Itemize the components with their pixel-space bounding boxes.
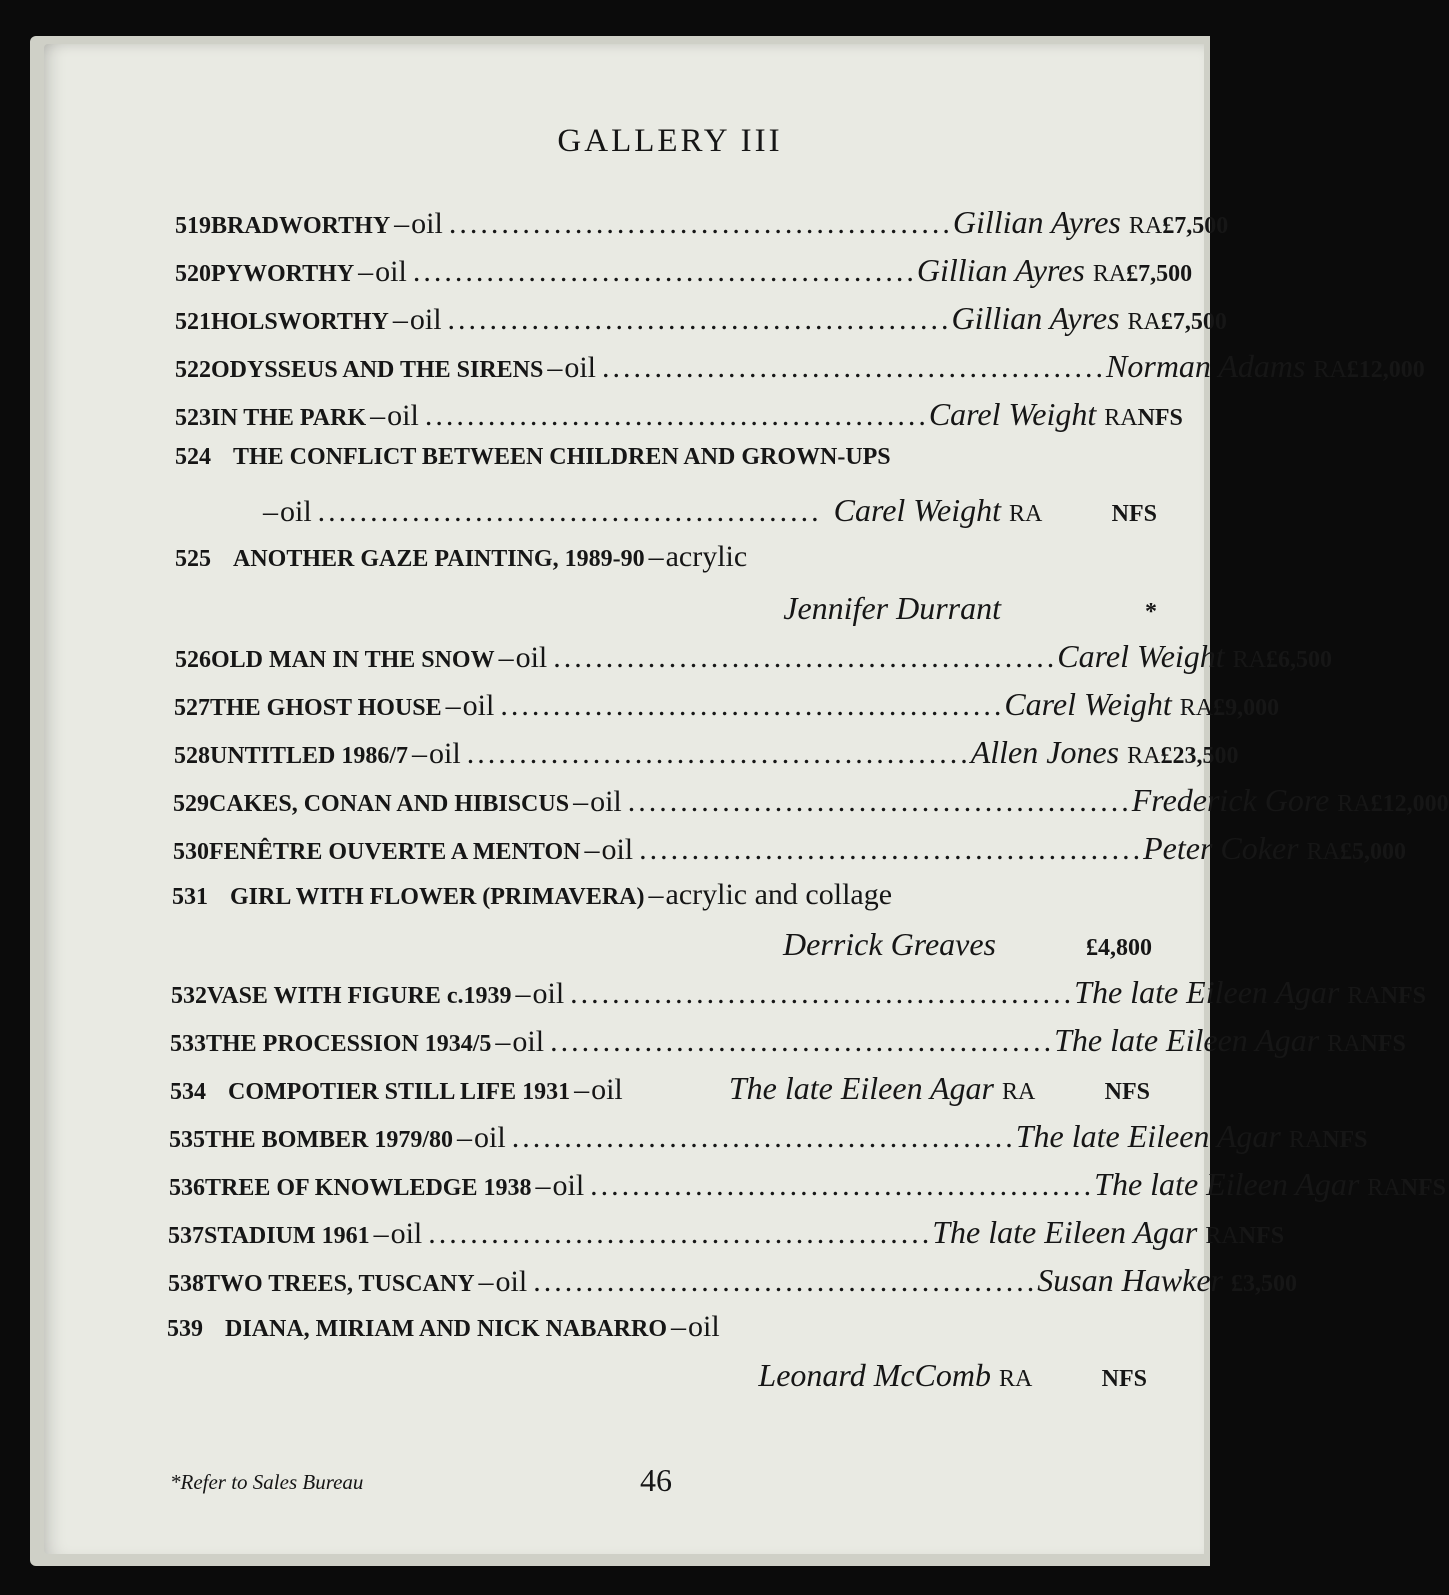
- list-item: 523 IN THE PARK – oil ................................................ Carel Weight RA NFS: [175, 396, 1183, 432]
- entry-number: 521: [175, 309, 211, 335]
- list-item: 526 OLD MAN IN THE SNOW – oil ................................................ Carel Weight RA £6,500: [175, 638, 1333, 674]
- entry-artist: Gillian Ayres: [916, 252, 1085, 288]
- list-item: 521 HOLSWORTHY – oil ................................................ Gillian Ayres RA £7,500: [175, 300, 1227, 336]
- entry-price: £23,500: [1160, 743, 1239, 769]
- entry-artist: Carel Weight: [1057, 638, 1225, 674]
- entry-number: 530: [173, 839, 209, 865]
- entry-title: ODYSSEUS AND THE SIRENS: [211, 357, 544, 383]
- entry-price: *: [1145, 599, 1157, 625]
- entry-title: COMPOTIER STILL LIFE 1931: [228, 1079, 571, 1105]
- list-item: [175, 444, 1157, 490]
- entry-ra: RA: [1205, 1223, 1239, 1249]
- list-item-continuation: [172, 926, 1152, 972]
- entry-ra: RA: [1313, 357, 1347, 383]
- entry-title: TREE OF KNOWLEDGE 1938: [205, 1175, 532, 1201]
- list-item: 537 STADIUM 1961 – oil ................................................ The late Eileen Agar RA NFS: [168, 1214, 1285, 1250]
- list-item: 535 THE BOMBER 1979/80 – oil ................................................ The late Eileen Agar RA NFS: [169, 1118, 1368, 1154]
- entry-number: 531: [172, 884, 208, 910]
- entry-medium: oil: [409, 303, 442, 336]
- entry-price: NFS: [1400, 1175, 1446, 1201]
- entry-artist: Norman Adams: [1106, 348, 1306, 384]
- entry-title: THE PROCESSION 1934/5: [206, 1031, 492, 1057]
- entry-number: 534: [170, 1079, 206, 1105]
- list-item: 533 THE PROCESSION 1934/5 – oil ................................................ The late Eileen Agar RA NFS: [170, 1022, 1406, 1058]
- entry-artist: Carel Weight: [1004, 686, 1172, 722]
- entry-ra: RA: [1306, 839, 1340, 865]
- entry-price: £4,800: [1086, 935, 1152, 961]
- list-item: 530 FENÊTRE OUVERTE A MENTON – oil ................................................ Peter Coker RA £5,000: [173, 830, 1406, 866]
- entry-number: 538: [168, 1271, 204, 1297]
- entry-price: £9,000: [1213, 695, 1280, 721]
- entry-price: NFS: [1104, 1079, 1150, 1105]
- entry-price: NFS: [1137, 405, 1183, 431]
- entry-medium: oil: [280, 495, 312, 528]
- entry-ra: RA: [1327, 1031, 1361, 1057]
- entry-medium: oil: [532, 977, 565, 1010]
- list-item: 519 BRADWORTHY – oil ................................................ Gillian Ayres RA £7,500: [175, 204, 1229, 240]
- list-item: 539 DIANA, MIRIAM AND NICK NABARRO – oil: [167, 1310, 720, 1343]
- entry-price: £12,000: [1346, 357, 1425, 383]
- page-number: 46: [640, 1462, 672, 1498]
- entry-number: 529: [173, 791, 209, 817]
- entry-medium: oil: [429, 737, 461, 770]
- entry-medium: oil: [387, 399, 419, 432]
- entry-title: UNTITLED 1986/7: [210, 743, 409, 769]
- entry-artist: The late Eileen Agar: [1094, 1166, 1360, 1202]
- entry-medium: oil: [564, 351, 597, 384]
- entry-title: ANOTHER GAZE PAINTING, 1989-90: [233, 546, 645, 572]
- entry-number: 525: [175, 546, 211, 572]
- entry-ra: RA: [1288, 1127, 1323, 1153]
- entry-artist: Peter Coker: [1143, 830, 1299, 866]
- entry-medium: oil: [552, 1169, 585, 1202]
- entry-number: 524: [175, 444, 211, 470]
- entry-medium: oil: [512, 1025, 545, 1058]
- entry-medium: oil: [375, 255, 407, 288]
- entry-ra: RA: [1347, 983, 1381, 1009]
- entry-title: CAKES, CONAN AND HIBISCUS: [209, 791, 570, 817]
- entry-number: 533: [170, 1031, 206, 1057]
- entry-title: OLD MAN IN THE SNOW: [211, 647, 495, 673]
- entry-title: THE CONFLICT BETWEEN CHILDREN AND GROWN-UPS: [233, 444, 891, 470]
- list-item-continuation: [175, 590, 1157, 636]
- list-item: 536 TREE OF KNOWLEDGE 1938 – oil ................................................ The late Eileen Agar RA NFS: [169, 1166, 1446, 1202]
- entry-price: NFS: [1101, 1366, 1147, 1392]
- entry-artist: Gillian Ayres: [952, 204, 1121, 240]
- entry-title: FENÊTRE OUVERTE A MENTON: [209, 839, 581, 865]
- entry-number: 519: [175, 213, 211, 239]
- entry-medium: acrylic and collage: [665, 878, 893, 911]
- entry-price: £12,000: [1370, 791, 1449, 817]
- list-item: 534 COMPOTIER STILL LIFE 1931 – oil The late Eileen Agar RA NFS: [170, 1070, 1150, 1106]
- entry-price: £7,500: [1126, 261, 1193, 287]
- entry-price: NFS: [1238, 1223, 1285, 1249]
- list-item: 522 ODYSSEUS AND THE SIRENS – oil ................................................ Norman Adams RA £12,000: [175, 348, 1425, 384]
- entry-artist: Carel Weight: [928, 396, 1097, 432]
- entry-number: 526: [175, 647, 211, 673]
- entry-artist: Carel Weight: [833, 492, 1001, 528]
- entry-title: THE GHOST HOUSE: [210, 695, 442, 721]
- entry-title: STADIUM 1961: [204, 1223, 370, 1249]
- entry-medium: oil: [411, 207, 443, 240]
- entry-artist: The late Eileen Agar: [728, 1070, 994, 1106]
- entry-title: IN THE PARK: [211, 405, 367, 431]
- entry-price: £6,500: [1266, 647, 1333, 673]
- list-item-continuation: [167, 1357, 1147, 1403]
- entry-medium: acrylic: [665, 540, 748, 573]
- entry-number: 539: [167, 1316, 203, 1342]
- entry-title: BRADWORTHY: [211, 213, 391, 239]
- entry-number: 522: [175, 357, 211, 383]
- entry-ra: RA: [1009, 501, 1043, 527]
- entry-ra: RA: [1337, 791, 1371, 817]
- entry-price: £3,500: [1230, 1271, 1297, 1297]
- entry-artist: The late Eileen Agar: [1054, 1022, 1320, 1058]
- entry-artist: The late Eileen Agar: [1074, 974, 1340, 1010]
- entry-artist: Allen Jones: [970, 734, 1120, 770]
- entry-price: £7,500: [1160, 309, 1227, 335]
- entry-artist: Frederick Gore: [1131, 782, 1330, 818]
- entry-number: 523: [175, 405, 211, 431]
- entry-ra: RA: [1128, 213, 1163, 239]
- entry-ra: RA: [1127, 309, 1161, 335]
- entry-medium: oil: [590, 785, 622, 818]
- list-item: 525 ANOTHER GAZE PAINTING, 1989-90 – acrylic: [175, 540, 748, 573]
- list-item: 531 GIRL WITH FLOWER (PRIMAVERA) – acrylic and collage: [172, 878, 893, 911]
- entry-number: 527: [174, 695, 210, 721]
- entry-artist: The late Eileen Agar: [932, 1214, 1198, 1250]
- entry-number: 520: [175, 261, 211, 287]
- entry-ra: RA: [1002, 1079, 1036, 1105]
- entry-ra: RA: [1104, 405, 1138, 431]
- entry-price: NFS: [1380, 983, 1426, 1009]
- entry-title: HOLSWORTHY: [211, 309, 389, 335]
- entry-artist: Jennifer Durrant: [783, 590, 1001, 626]
- entry-artist: Gillian Ayres: [951, 300, 1120, 336]
- entry-ra: RA: [1179, 695, 1214, 721]
- entry-price: £7,500: [1162, 213, 1229, 239]
- entry-artist: The late Eileen Agar: [1015, 1118, 1281, 1154]
- entry-artist: Derrick Greaves: [783, 926, 996, 962]
- list-item: 538 TWO TREES, TUSCANY – oil ................................................ Susan Hawker £3,500: [168, 1262, 1297, 1298]
- entry-artist: Leonard McComb: [758, 1357, 991, 1393]
- entry-medium: oil: [591, 1073, 623, 1106]
- entry-price: £5,000: [1339, 839, 1406, 865]
- entry-ra: RA: [1367, 1175, 1401, 1201]
- entry-title: GIRL WITH FLOWER (PRIMAVERA): [230, 884, 645, 910]
- entry-medium: oil: [474, 1121, 506, 1154]
- entry-medium: oil: [390, 1217, 423, 1250]
- entry-number: 528: [174, 743, 210, 769]
- entry-ra: RA: [999, 1366, 1033, 1392]
- entry-ra: RA: [1232, 647, 1267, 673]
- list-item: 520 PYWORTHY – oil ................................................ Gillian Ayres RA £7,500: [175, 252, 1193, 288]
- footnote: *Refer to Sales Bureau: [170, 1470, 364, 1494]
- entry-number: 532: [171, 983, 207, 1009]
- entry-medium: oil: [515, 641, 548, 674]
- entry-number: 537: [168, 1223, 204, 1249]
- list-item: 532 VASE WITH FIGURE c.1939 – oil ................................................ The late Eileen Agar RA NFS: [171, 974, 1426, 1010]
- entry-price: NFS: [1360, 1031, 1406, 1057]
- entry-medium: oil: [688, 1310, 720, 1343]
- gallery-title: GALLERY III: [557, 123, 783, 159]
- entry-title: THE BOMBER 1979/80: [205, 1127, 454, 1153]
- entry-title: PYWORTHY: [211, 261, 355, 287]
- entry-medium: oil: [601, 833, 634, 866]
- entry-ra: RA: [1127, 743, 1161, 769]
- entry-price: NFS: [1322, 1127, 1368, 1153]
- list-item: 529 CAKES, CONAN AND HIBISCUS – oil ................................................ Frederick Gore RA £12,000: [173, 782, 1449, 818]
- entry-artist: Susan Hawker: [1037, 1262, 1223, 1298]
- entry-medium: oil: [462, 689, 495, 722]
- entry-price: NFS: [1111, 501, 1157, 527]
- list-item: 527 THE GHOST HOUSE – oil ................................................ Carel Weight RA £9,000: [174, 686, 1280, 722]
- entry-title: DIANA, MIRIAM AND NICK NABARRO: [225, 1316, 667, 1342]
- list-item: 528 UNTITLED 1986/7 – oil ................................................ Allen Jones RA £23,500: [174, 734, 1239, 770]
- entry-title: TWO TREES, TUSCANY: [204, 1271, 475, 1297]
- list-item-continuation: – oil ................................................ Carel Weight RA NFS: [263, 492, 1157, 528]
- entry-medium: oil: [495, 1265, 528, 1298]
- entry-ra: RA: [1092, 261, 1127, 287]
- entry-title: VASE WITH FIGURE c.1939: [207, 983, 512, 1009]
- entry-number: 536: [169, 1175, 205, 1201]
- entry-number: 535: [169, 1127, 205, 1153]
